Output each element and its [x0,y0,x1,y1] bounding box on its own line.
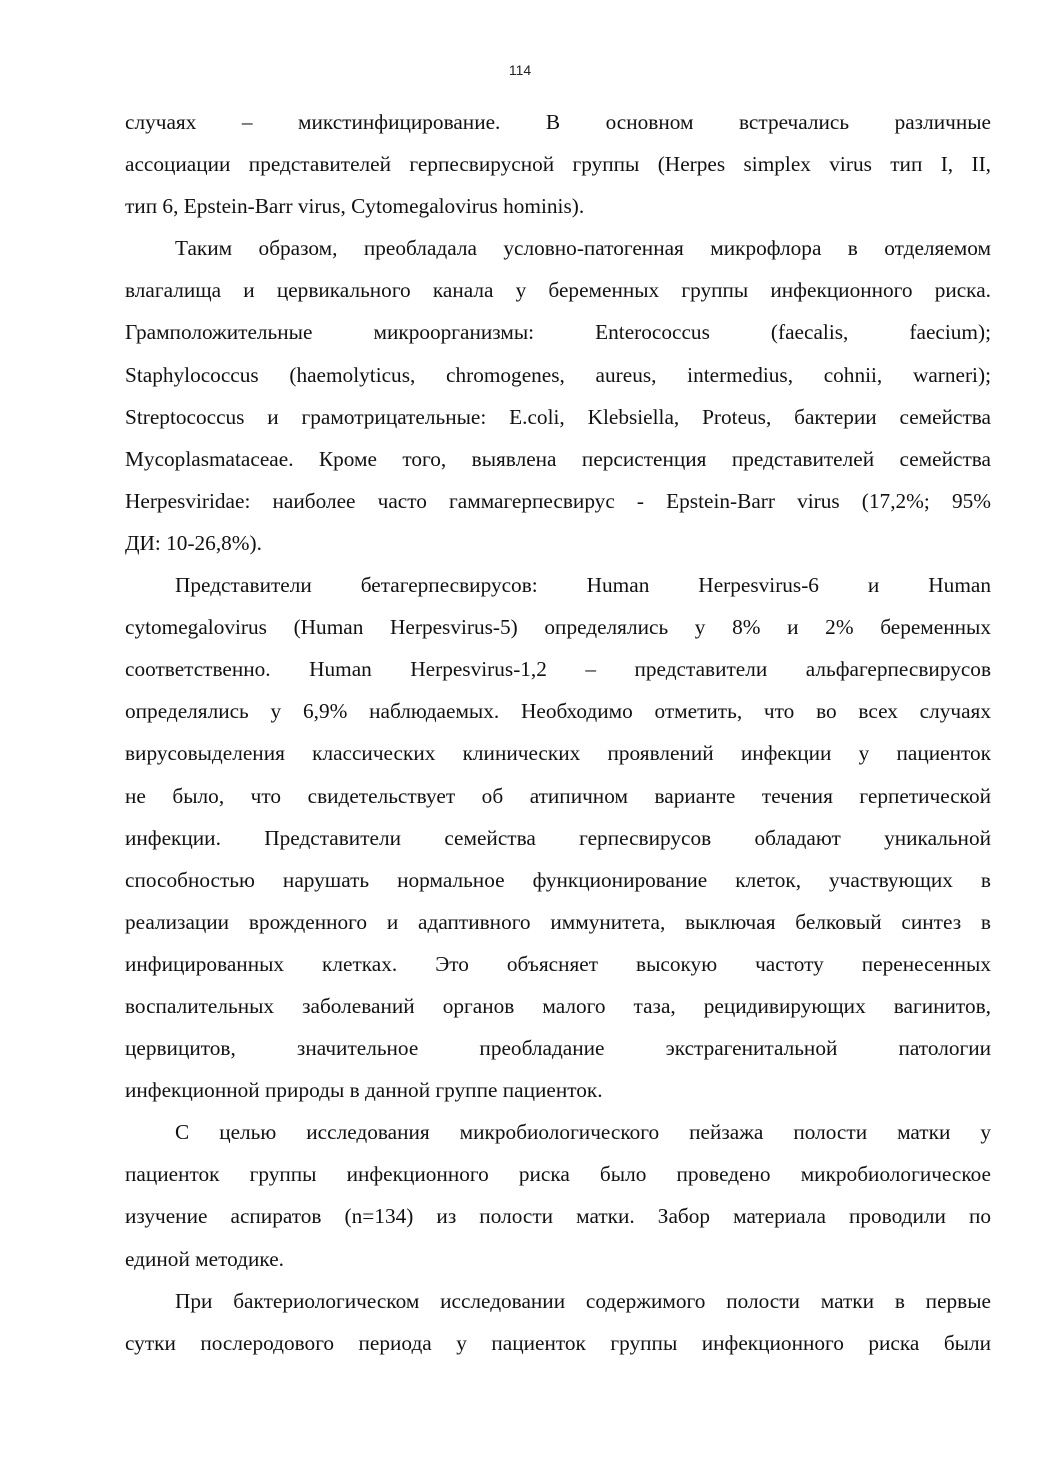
text-line: инфекционной природы в данной группе пациенток. [125,1078,603,1103]
text-line: реализации врожденного и адаптивного иммунитета, выключая белковый синтез в [125,909,991,934]
text-line: Herpesviridae: наиболее часто гаммагерпесвирус - Epstein-Barr virus (17,2%; 95% [125,488,991,513]
body-text [125,101,991,1364]
text-line: тип 6, Epstein-Barr virus, Cytomegalovirus hominis). [125,194,585,219]
text-line: вирусовыделения классических клинических проявлений инфекции у пациенток [125,741,991,766]
text-line: случаях – микстинфицирование. В основном встречались различные [125,110,991,134]
paragraph-first-line: С целью исследования микробиологического пейзажа полости матки у [175,1120,991,1145]
text-line: Mycoplasmataceae. Кроме того, выявлена персистенция представителей семейства [125,446,991,471]
text-line: воспалительных заболеваний органов малого таза, рецидивирующих вагинитов, [125,993,991,1018]
page-number: 114 [508,62,532,78]
text-line: ДИ: 10-26,8%). [125,530,262,555]
text-line: цервицитов, значительное преобладание экстрагенитальной патологии [125,1036,991,1061]
text-line: определялись у 6,9% наблюдаемых. Необходимо отметить, что во всех случаях [125,699,991,724]
text-line: соответственно. Human Herpesvirus-1,2 – представители альфагерпесвирусов [125,657,991,682]
paragraph-first-line: Представители бетагерпесвирусов: Human Herpesvirus-6 и Human [175,573,991,598]
text-line: инфицированных клетках. Это объясняет высокую частоту перенесенных [125,951,991,976]
text-line: влагалища и цервикального канала у беременных группы инфекционного риска. [125,278,991,303]
text-line: сутки послеродового периода у пациенток группы инфекционного риска были [125,1330,991,1355]
paragraph-first-line: Таким образом, преобладала условно-патогенная микрофлора в отделяемом [175,236,991,261]
text-line: инфекции. Представители семейства герпесвирусов обладают уникальной [125,825,991,850]
text-line: изучение аспиратов (n=134) из полости матки. Забор материала проводили по [125,1204,991,1229]
text-line: не было, что свидетельствует об атипичном варианте течения герпетической [125,783,991,808]
text-line: Грамположительные микроорганизмы: Enterococcus (faecalis, faecium); [125,320,991,345]
text-line: ассоциации представителей герпесвирусной группы (Herpes simplex virus тип I, II, [125,152,991,177]
text-line: способностью нарушать нормальное функционирование клеток, участвующих в [125,867,991,892]
text-line: пациенток группы инфекционного риска было проведено микробиологическое [125,1162,991,1187]
paragraph-first-line: При бактериологическом исследовании содержимого полости матки в первые [175,1288,991,1313]
text-line: cytomegalovirus (Human Herpesvirus-5) определялись у 8% и 2% беременных [125,615,991,640]
text-line: Staphylococcus (haemolyticus, chromogenes, aureus, intermedius, cohnii, warneri); [125,362,991,387]
text-line: единой методике. [125,1246,284,1271]
text-line: Streptococcus и грамотрицательные: E.coli, Klebsiella, Proteus, бактерии семейства [125,404,991,429]
